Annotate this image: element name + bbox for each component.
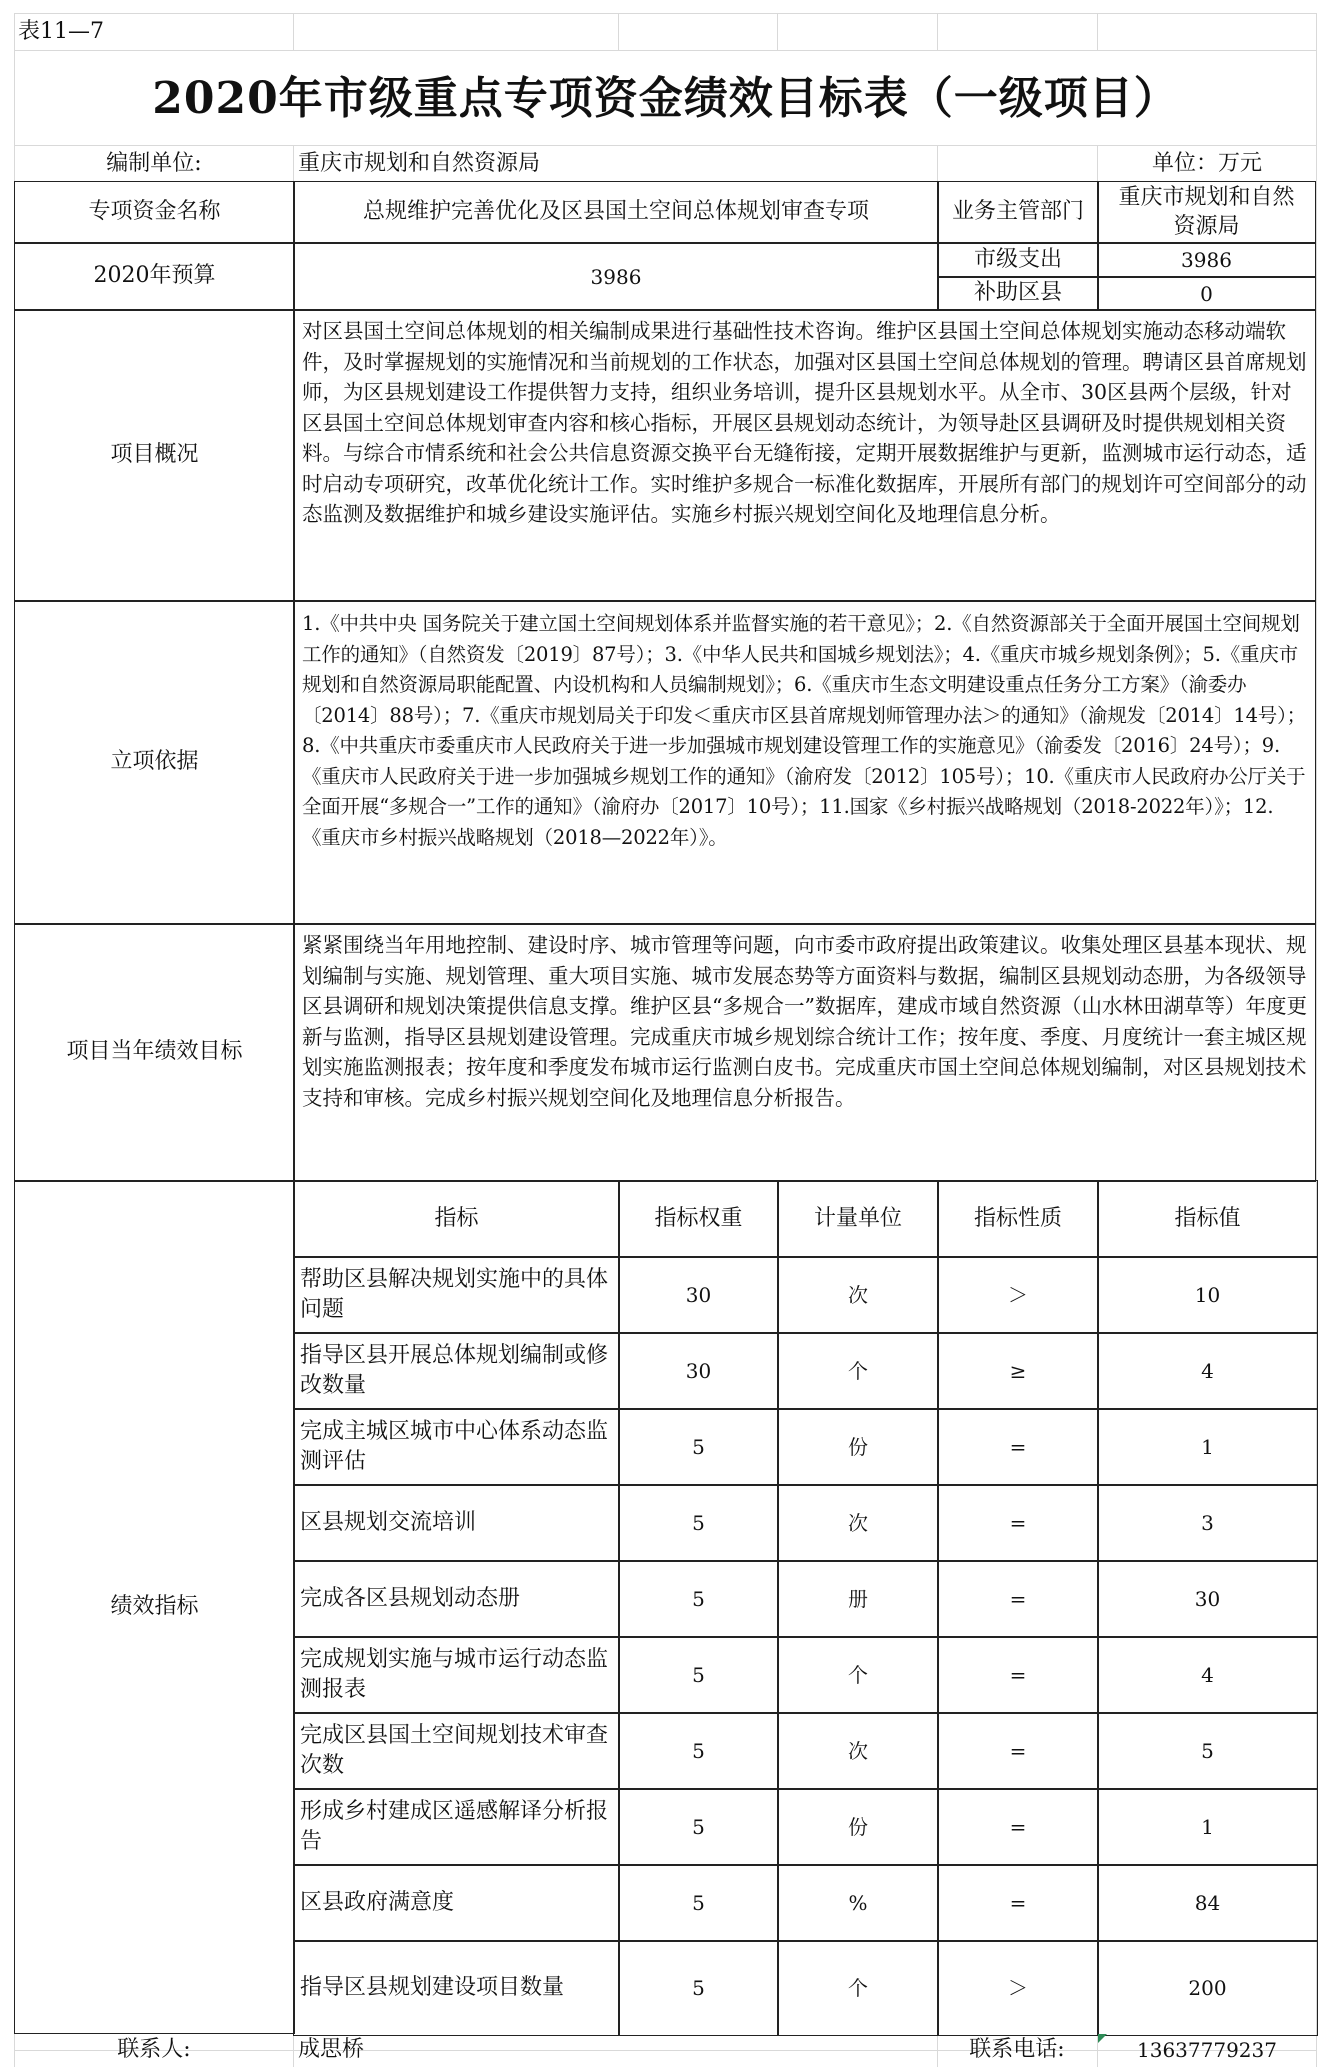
- compiler-value: 重庆市规划和自然资源局: [298, 150, 541, 176]
- indicator-name: 完成主城区城市中心体系动态监测评估: [293, 1408, 620, 1486]
- indicator-weight: 5: [618, 1940, 779, 2036]
- indicator-header-nature: 指标性质: [937, 1180, 1099, 1258]
- unit-label: 单位：万元: [1151, 150, 1262, 176]
- indicator-header-unit: 计量单位: [777, 1180, 939, 1258]
- indicator-nature: =: [937, 1636, 1099, 1714]
- phone-value: 13637779237: [1137, 2038, 1277, 2062]
- phone-label: 联系电话:: [969, 2036, 1065, 2062]
- indicator-nature: =: [937, 1788, 1099, 1866]
- gridline: [293, 13, 294, 50]
- indicator-name: 帮助区县解决规划实施中的具体问题: [293, 1256, 620, 1334]
- indicator-header-weight: 指标权重: [618, 1180, 779, 1258]
- indicator-name: 完成区县国土空间规划技术审查次数: [293, 1712, 620, 1790]
- goal-text: 紧紧围绕当年用地控制、建设时序、城市管理等问题，向市委市政府提出政策建议。收集处理区县基本现状、规划编制与实施、规划管理、重大项目实施、城市发展态势等方面资料与数据，编制区县规划动态册，为各级领导区县调研和规划决策提供信息支撑。维护区县“多规合一”数据库，建成市域自然资源（山水林田湖草等）年度更新与监测，指导区县规划建设管理。完成重庆市城乡规划综合统计工作；按年度、季度、月度统计一套主城区规划实施监测报表；按年度和季度发布城市运行监测白皮书。完成重庆市国土空间总体规划编制，对区县规划技术支持和审核。完成乡村振兴规划空间化及地理信息分析报告。: [293, 923, 1316, 1182]
- table-number: 表11—7: [18, 18, 104, 44]
- indicator-unit: 次: [777, 1256, 939, 1334]
- indicator-value: 3: [1097, 1484, 1318, 1562]
- indicator-name: 指导区县开展总体规划编制或修改数量: [293, 1332, 620, 1410]
- gridline: [937, 13, 938, 50]
- indicator-weight: 5: [618, 1712, 779, 1790]
- dept-value: 重庆市规划和自然资源局: [1097, 181, 1316, 244]
- indicator-weight: 5: [618, 1484, 779, 1562]
- indicator-value: 1: [1097, 1408, 1318, 1486]
- city-expense-label: 市级支出: [937, 242, 1099, 278]
- indicator-unit: 份: [777, 1788, 939, 1866]
- indicator-header-name: 指标: [293, 1180, 620, 1258]
- indicator-nature: ＞: [937, 1256, 1099, 1334]
- goal-label: 项目当年绩效目标: [14, 923, 295, 1182]
- indicator-unit: 次: [777, 1484, 939, 1562]
- indicator-name: 完成各区县规划动态册: [293, 1560, 620, 1638]
- basis-label: 立项依据: [14, 600, 295, 925]
- indicator-weight: 30: [618, 1332, 779, 1410]
- indicator-unit: %: [777, 1864, 939, 1942]
- indicator-nature: =: [937, 1408, 1099, 1486]
- fund-name-label: 专项资金名称: [14, 181, 295, 244]
- gridline: [777, 13, 778, 50]
- indicator-name: 区县规划交流培训: [293, 1484, 620, 1562]
- indicator-nature: =: [937, 1560, 1099, 1638]
- indicator-nature: =: [937, 1712, 1099, 1790]
- gridline: [14, 145, 1317, 146]
- indicator-nature: ≥: [937, 1332, 1099, 1410]
- indicator-value: 200: [1097, 1940, 1318, 2036]
- budget-total: 3986: [293, 242, 939, 311]
- indicator-unit: 份: [777, 1408, 939, 1486]
- overview-label: 项目概况: [14, 309, 295, 602]
- indicator-name: 完成规划实施与城市运行动态监测报表: [293, 1636, 620, 1714]
- indicator-weight: 5: [618, 1560, 779, 1638]
- indicator-value: 10: [1097, 1256, 1318, 1334]
- indicator-header-value: 指标值: [1097, 1180, 1318, 1258]
- basis-text: 1.《中共中央 国务院关于建立国土空间规划体系并监督实施的若干意见》；2.《自然资源部关于全面开展国土空间规划工作的通知》（自然资发〔2019〕87号）；3.《中华人民共和国城乡规划法》；4.《重庆市城乡规划条例》；5.《重庆市规划和自然资源局职能配置、内设机构和人员编制规划》；6.《重庆市生态文明建设重点任务分工方案》（渝委办〔2014〕88号）；7.《重庆市规划局关于印发＜重庆市区县首席规划师管理办法＞的通知》（渝规发〔2014〕14号）；8.《中共重庆市委重庆市人民政府关于进一步加强城市规划建设管理工作的实施意见》（渝委发〔2016〕24号）；9.《重庆市人民政府关于进一步加强城乡规划工作的通知》（渝府发〔2012〕105号）；10.《重庆市人民政府办公厅关于全面开展“多规合一”工作的通知》（渝府办〔2017〕10号）；11.国家《乡村振兴战略规划（2018-2022年）》；12.《重庆市乡村振兴战略规划（2018—2022年）》。: [293, 600, 1316, 925]
- indicator-nature: =: [937, 1484, 1099, 1562]
- indicator-weight: 5: [618, 1864, 779, 1942]
- compiler-label: 编制单位:: [106, 150, 202, 176]
- dept-label: 业务主管部门: [937, 181, 1099, 244]
- indicator-unit: 个: [777, 1332, 939, 1410]
- budget-label: 2020年预算: [14, 242, 295, 311]
- indicator-weight: 5: [618, 1788, 779, 1866]
- overview-text: 对区县国土空间总体规划的相关编制成果进行基础性技术咨询。维护区县国土空间总体规划实施动态移动端软件，及时掌握规划的实施情况和当前规划的工作状态，加强对区县国土空间总体规划的管理。聘请区县首席规划师，为区县规划建设工作提供智力支持，组织业务培训，提升区县规划水平。从全市、30区县两个层级，针对区县国土空间总体规划审查内容和核心指标，开展区县规划动态统计，为领导赴区县调研及时提供规划相关资料。与综合市情系统和社会公共信息资源交换平台无缝衔接，定期开展数据维护与更新，监测城市运行动态，适时启动专项研究，改革优化统计工作。实时维护多规合一标准化数据库，开展所有部门的规划许可空间部分的动态监测及数据维护和城乡建设实施评估。实施乡村振兴规划空间化及地理信息分析。: [293, 309, 1316, 602]
- gridline: [618, 13, 619, 50]
- indicator-nature: =: [937, 1864, 1099, 1942]
- indicator-unit: 个: [777, 1940, 939, 2036]
- fund-name-value: 总规维护完善优化及区县国土空间总体规划审查专项: [293, 181, 939, 244]
- indicator-value: 1: [1097, 1788, 1318, 1866]
- city-expense-value: 3986: [1097, 242, 1316, 278]
- gridline: [937, 145, 938, 181]
- contact-value: 成思桥: [298, 2036, 365, 2062]
- cell-comment-marker: [1098, 2034, 1107, 2043]
- indicator-weight: 5: [618, 1636, 779, 1714]
- indicator-name: 指导区县规划建设项目数量: [293, 1940, 620, 2036]
- indicator-unit: 次: [777, 1712, 939, 1790]
- indicator-value: 84: [1097, 1864, 1318, 1942]
- indicators-label: 绩效指标: [14, 1180, 295, 2034]
- indicator-weight: 5: [618, 1408, 779, 1486]
- indicator-name: 形成乡村建成区遥感解译分析报告: [293, 1788, 620, 1866]
- subsidy-value: 0: [1097, 276, 1316, 311]
- indicator-weight: 30: [618, 1256, 779, 1334]
- contact-label: 联系人:: [117, 2036, 191, 2062]
- indicator-value: 4: [1097, 1636, 1318, 1714]
- indicator-nature: ＞: [937, 1940, 1099, 2036]
- subsidy-label: 补助区县: [937, 276, 1099, 311]
- indicator-unit: 册: [777, 1560, 939, 1638]
- indicator-unit: 个: [777, 1636, 939, 1714]
- gridline: [1097, 13, 1098, 50]
- indicator-value: 5: [1097, 1712, 1318, 1790]
- indicator-name: 区县政府满意度: [293, 1864, 620, 1942]
- indicator-value: 30: [1097, 1560, 1318, 1638]
- gridline: [14, 50, 1317, 51]
- indicator-value: 4: [1097, 1332, 1318, 1410]
- page-title: 2020年市级重点专项资金绩效目标表（一级项目）: [152, 73, 1179, 125]
